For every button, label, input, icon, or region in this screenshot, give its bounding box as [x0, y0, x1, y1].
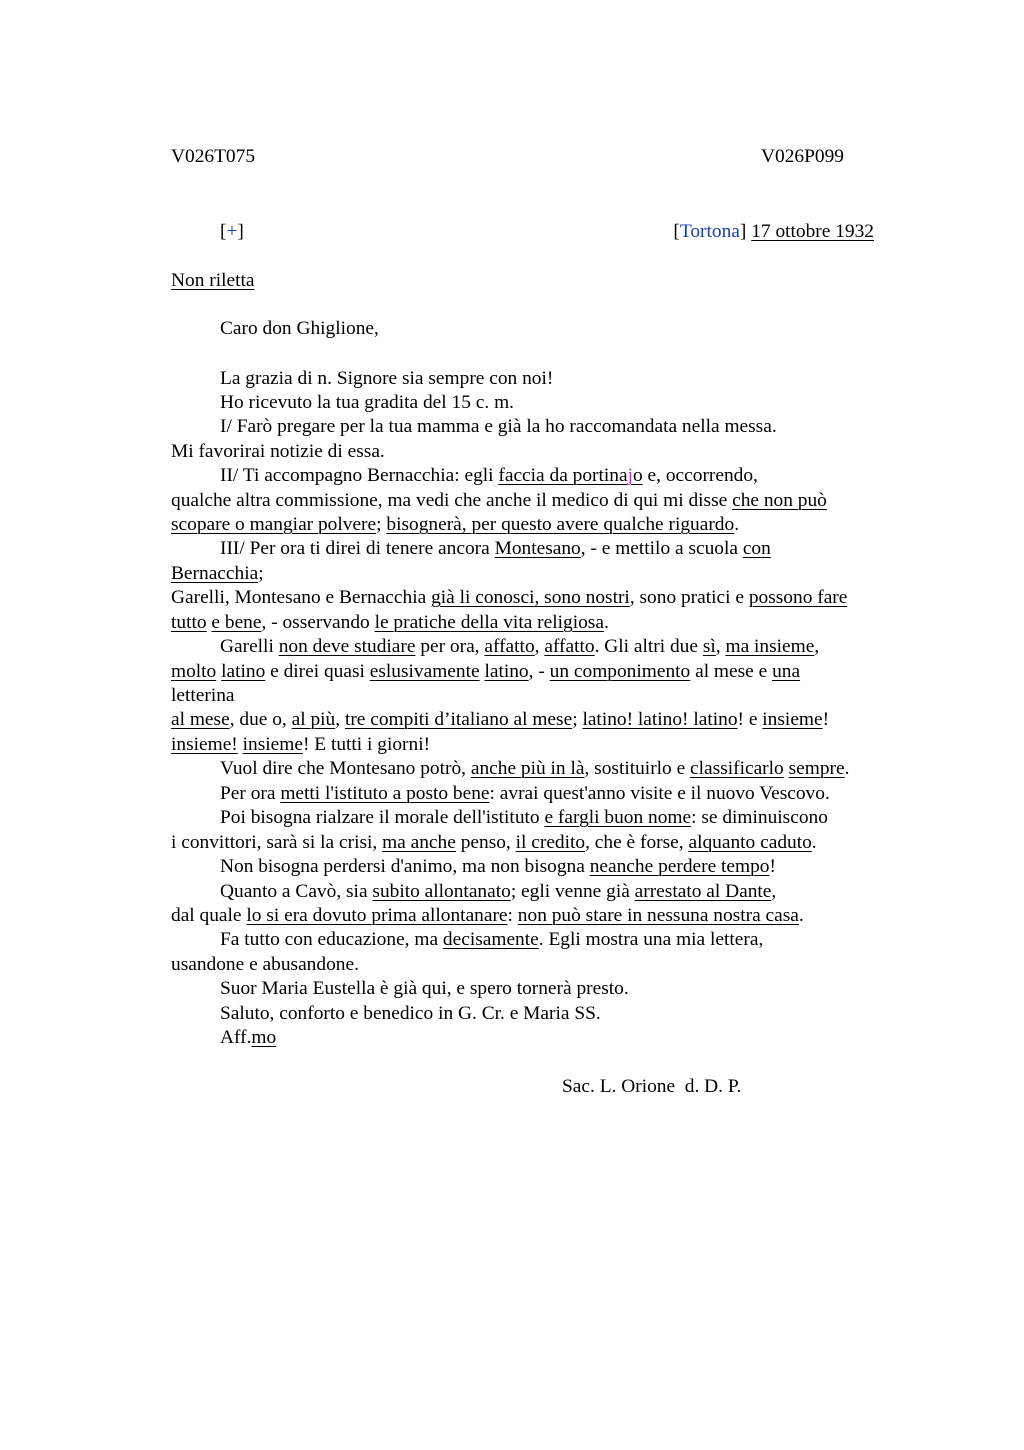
text-line: Suor Maria Eustella è già qui, e spero tornerà presto.: [220, 978, 629, 999]
text-line: Poi bisogna rialzare il morale dell'istituto e fargli buon nome: se diminuiscono: [220, 807, 828, 828]
text-line: La grazia di n. Signore sia sempre con noi!: [220, 368, 554, 389]
text-line: Garelli, Montesano e Bernacchia già li conosci, sono nostri, sono pratici e possono fare: [171, 587, 848, 608]
text-line: Garelli non deve studiare per ora, affatto, affatto. Gli altri due sì, ma insieme,: [220, 636, 820, 657]
text-line: dal quale lo si era dovuto prima allontanare: non può stare in nessuna nostra casa.: [171, 905, 804, 926]
dateline: [Tortona] 17 ottobre 1932: [673, 221, 874, 242]
text-line: Quanto a Cavò, sia subito allontanato; egli venne già arrestato al Dante,: [220, 881, 777, 902]
text-line: Ho ricevuto la tua gradita del 15 c. m.: [220, 392, 514, 413]
place-link[interactable]: Tortona: [679, 221, 740, 242]
plus-marker: [+]: [220, 221, 244, 242]
text-line: Mi favorirai notizie di essa.: [171, 441, 385, 462]
signature: Sac. L. Orione d. D. P.: [562, 1076, 742, 1097]
text-line: Vuol dire che Montesano potrò, anche più in là, sostituirlo e classificarlo sempre.: [220, 758, 850, 779]
letter-date: 17 ottobre 1932: [751, 221, 874, 242]
text-line: al mese, due o, al più, tre compiti d’italiano al mese; latino! latino! latino! e insieme!: [171, 709, 830, 730]
document-code-left: V026T075: [171, 146, 256, 167]
text-line: letterina: [171, 685, 235, 706]
text-line: Saluto, conforto e benedico in G. Cr. e Maria SS.: [220, 1003, 601, 1024]
text-line: usandone e abusandone.: [171, 954, 359, 975]
text-line: scopare o mangiar polvere; bisognerà, per questo avere qualche riguardo.: [171, 514, 740, 535]
review-note: Non riletta: [171, 270, 255, 291]
text-line: Fa tutto con educazione, ma decisamente. Egli mostra una mia lettera,: [220, 929, 764, 950]
text-line: molto latino e direi quasi eslusivamente latino, - un componimento al mese e una: [171, 661, 801, 682]
text-line: Non bisogna perdersi d'animo, ma non bisogna neanche perdere tempo!: [220, 856, 776, 877]
text-line: i convittori, sarà si la crisi, ma anche penso, il credito, che è forse, alquanto caduto.: [171, 832, 817, 853]
text-line: III/ Per ora ti direi di tenere ancora Montesano, - e mettilo a scuola con: [220, 538, 771, 559]
text-line: insieme! insieme! E tutti i giorni!: [171, 734, 431, 755]
plus-link[interactable]: +: [226, 221, 238, 242]
text-line: I/ Farò pregare per la tua mamma e già la ho raccomandata nella messa.: [220, 416, 777, 437]
text-line: Per ora metti l'istituto a posto bene: avrai quest'anno visite e il nuovo Vescovo.: [220, 783, 830, 804]
salutation: Caro don Ghiglione,: [220, 318, 379, 339]
text-line: qualche altra commissione, ma vedi che anche il medico di qui mi disse che non può: [171, 490, 827, 511]
text-line: Bernacchia;: [171, 563, 264, 584]
closing: Aff.mo: [220, 1027, 277, 1048]
text-line: tutto e bene, - osservando le pratiche della vita religiosa.: [171, 612, 609, 633]
text-line: II/ Ti accompagno Bernacchia: egli faccia da portinajo e, occorrendo,: [220, 465, 758, 486]
document-code-right: V026P099: [761, 146, 844, 167]
